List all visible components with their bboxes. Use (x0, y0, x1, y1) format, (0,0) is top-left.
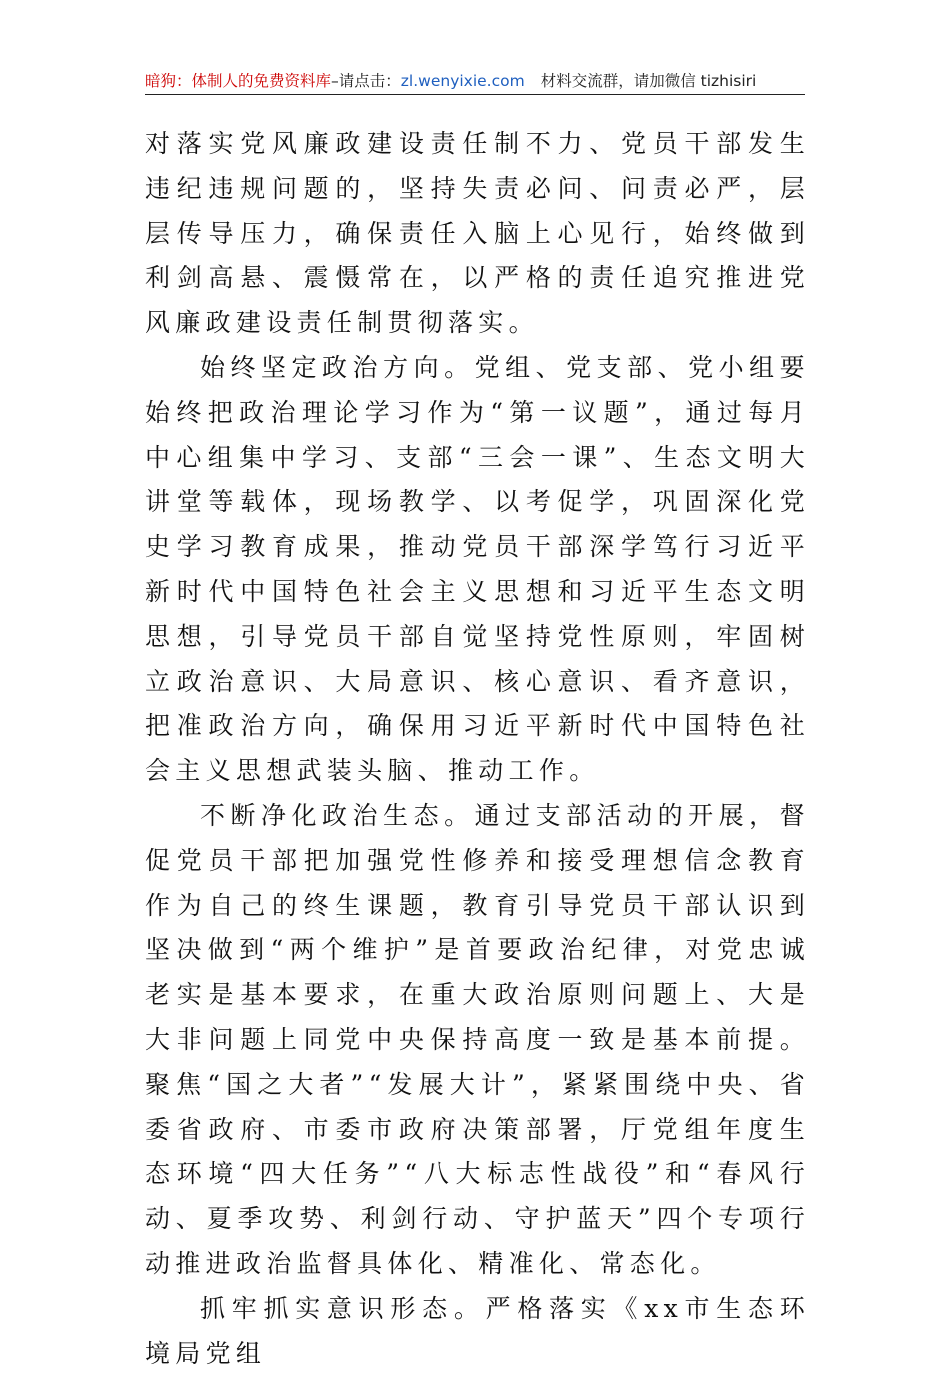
paragraph-political-ecology: 不断净化政治生态。通过支部活动的开展，督促党员干部把加强党性修养和接受理想信念教育作为自己的终生课题，教育引导党员干部认识到坚决做到“两个维护”是首要政治纪律，对党忠诚老实是基本要求，在重大政治原则问题上、大是大非问题上同党中央保持高度一致是基本前提。聚焦“国之大者”“发展大计”，紧紧围绕中央、省委省政府、市委市政府决策部署，厅党组年度生态环境“四大任务”“八大标志性战役”和“春风行动、夏季攻势、利剑行动、守护蓝天”四个专项行动推进政治监督具体化、精准化、常态化。 (145, 800, 810, 1278)
header-prompt: –请点击： (331, 72, 401, 90)
header-link[interactable]: zl.wenyixie.com (400, 72, 525, 90)
header-brand: 暗狗：体制人的免费资料库 (145, 72, 332, 90)
paragraph-continuation: 对落实党风廉政建设责任制不力、党员干部发生违纪违规问题的，坚持失责必问、问责必严，层层传导压力，确保责任入脑上心见行，始终做到利剑高悬、震慑常在，以严格的责任追究推进党风廉政建设责任制贯彻落实。 (145, 129, 810, 338)
paragraph-political-direction: 始终坚定政治方向。党组、党支部、党小组要始终把政治理论学习作为“第一议题”，通过每月中心组集中学习、支部“三会一课”、生态文明大讲堂等载体，现场教学、以考促学，巩固深化党史学习教育成果，推动党员干部深学笃行习近平新时代中国特色社会主义思想和习近平生态文明思想，引导党员干部自觉坚持党性原则，牢固树立政治意识、大局意识、核心意识、看齐意识，把准政治方向，确保用习近平新时代中国特色社会主义思想武装头脑、推动工作。 (145, 352, 810, 786)
header-group-info: 材料交流群，请加微信 tizhisiri (540, 72, 757, 90)
paragraph-ideology: 抓牢抓实意识形态。严格落实《xx市生态环境局党组 (145, 1293, 810, 1368)
page-header (145, 68, 805, 95)
document-body (145, 122, 810, 1376)
